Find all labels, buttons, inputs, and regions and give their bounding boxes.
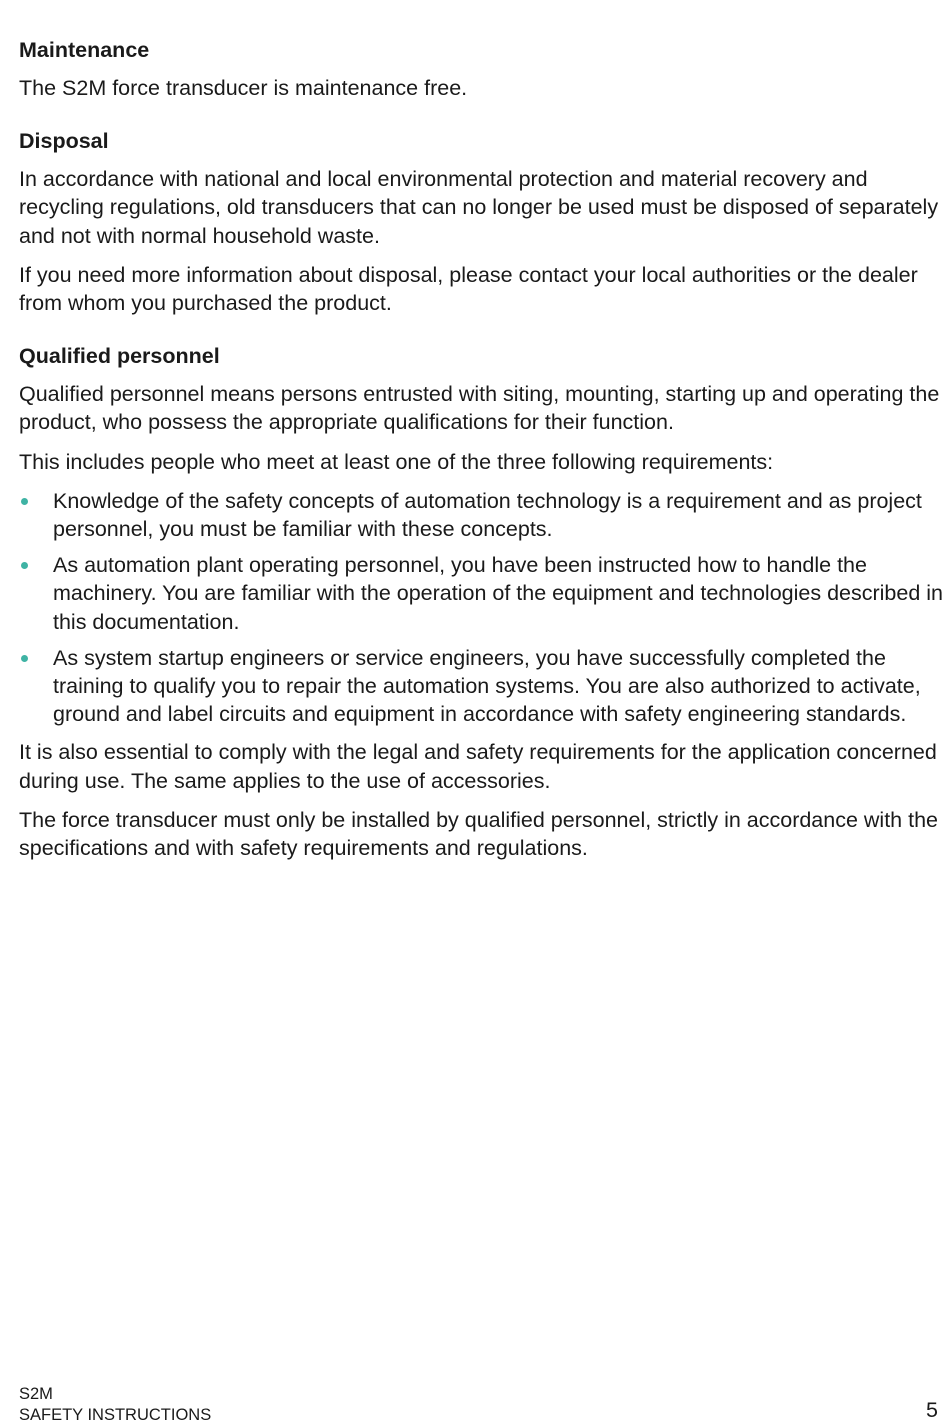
qualified-paragraph-3: It is also essential to comply with the legal and safety requirements for the application concerned during use. The same applies to the use of accessories. — [19, 740, 937, 793]
disposal-section — [19, 127, 944, 317]
footer-document-title: SAFETY INSTRUCTIONS — [19, 1406, 212, 1424]
bullet-icon — [21, 562, 28, 569]
page-footer — [19, 1384, 211, 1426]
requirements-list — [19, 487, 944, 729]
list-item — [19, 551, 944, 636]
list-item-text: As automation plant operating personnel, you have been instructed how to handle the machinery. You are familiar with the operation of the equipment and technologies described in this documentation. — [53, 553, 944, 634]
page-number: 5 — [926, 1398, 938, 1422]
disposal-paragraph-2: If you need more information about disposal, please contact your local authorities or the dealer from whom you purchased the product. — [19, 262, 918, 316]
list-item-text: As system startup engineers or service engineers, you have successfully completed the training to qualify you to repair the automation systems. You are also authorized to activate, ground and label circuits and equipment in accordance with safety engineering standards. — [53, 645, 921, 727]
qualified-personnel-heading: Qualified personnel — [19, 344, 220, 369]
maintenance-paragraph: The S2M force transducer is maintenance free. — [19, 76, 468, 100]
list-item — [19, 644, 944, 729]
qualified-personnel-section — [19, 342, 944, 862]
disposal-heading: Disposal — [19, 129, 109, 154]
list-item-text: Knowledge of the safety concepts of automation technology is a requirement and as project personnel, you must be familiar with these concepts. — [53, 488, 922, 542]
footer-product-name: S2M — [19, 1385, 53, 1403]
document-page — [19, 36, 944, 887]
bullet-icon — [21, 498, 28, 505]
qualified-paragraph-2: This includes people who meet at least one of the three following requirements: — [19, 449, 774, 474]
list-item — [19, 487, 944, 543]
maintenance-section — [19, 36, 944, 102]
bullet-icon — [21, 655, 28, 662]
maintenance-heading: Maintenance — [19, 38, 150, 62]
disposal-paragraph-1: In accordance with national and local environmental protection and material recovery and recycling regulations, old transducers that can no longer be used must be disposed of separately and not with normal household waste. — [19, 167, 939, 248]
qualified-paragraph-1: Qualified personnel means persons entrusted with siting, mounting, starting up and operating the product, who possess the appropriate qualifications for their function. — [19, 382, 940, 435]
qualified-paragraph-4: The force transducer must only be installed by qualified personnel, strictly in accordance with the specifications and with safety requirements and regulations. — [19, 807, 938, 861]
